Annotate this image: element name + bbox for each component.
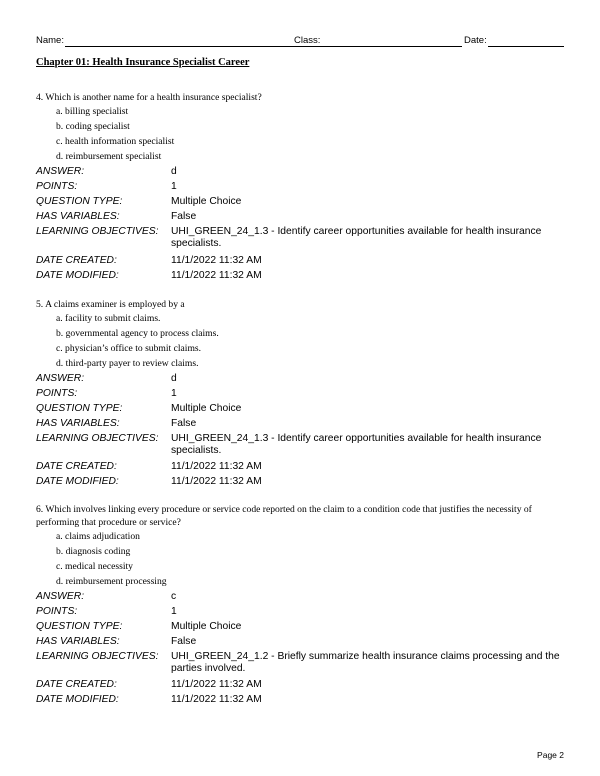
question-type-label: QUESTION TYPE: [36,196,123,207]
has-variables-value: False [171,636,197,647]
date-created-label: DATE CREATED: [36,679,117,690]
answer-value: d [171,373,177,384]
question-type-value: Multiple Choice [171,403,242,414]
answer-option: a. claims adjudication [56,531,140,542]
date-modified-row [36,270,564,286]
answer-option: b. diagnosis coding [56,546,131,557]
answer-value: c [171,591,177,602]
date-modified-value: 11/1/2022 11:32 AM [171,476,262,487]
answer-row [36,373,564,389]
date-modified-row [36,476,564,492]
date-created-label: DATE CREATED: [36,461,117,472]
question-text: 4. Which is another name for a health insurance specialist? [36,92,262,103]
date-modified-label: DATE MODIFIED: [36,270,119,281]
date-created-row [36,461,564,477]
learning-objectives-value: UHI_GREEN_24_1.3 - Identify career opportunities available for health insurance specialists. [171,226,542,249]
learning-objectives-row [36,433,564,456]
points-value: 1 [171,606,177,617]
question-text: 6. Which involves linking every procedure or service code reported on the claim to a condition code that justifies the necessity of performing that procedure or service? [36,504,532,528]
answer-row [36,591,564,607]
class-label: Class: [294,35,321,46]
name-blank-line [65,46,329,47]
has-variables-label: HAS VARIABLES: [36,636,120,647]
answer-option: a. facility to submit claims. [56,313,161,324]
answer-label: ANSWER: [36,166,85,177]
answer-option: c. physician’s office to submit claims. [56,343,202,354]
answer-option: c. health information specialist [56,136,175,147]
has-variables-row [36,418,564,434]
points-row [36,181,564,197]
answer-option: d. reimbursement specialist [56,151,162,162]
answer-option: a. billing specialist [56,106,129,117]
page-number: Page 2 [537,750,564,760]
date-blank-line [488,46,564,47]
points-label: POINTS: [36,181,78,192]
question-type-row [36,621,564,637]
question-type-value: Multiple Choice [171,196,242,207]
points-label: POINTS: [36,606,78,617]
answer-row [36,166,564,182]
learning-objectives-label: LEARNING OBJECTIVES: [36,226,159,237]
answer-label: ANSWER: [36,373,85,384]
points-value: 1 [171,388,177,399]
date-modified-value: 11/1/2022 11:32 AM [171,270,262,281]
date-created-value: 11/1/2022 11:32 AM [171,461,262,472]
date-modified-label: DATE MODIFIED: [36,694,119,705]
question-type-row [36,403,564,419]
has-variables-label: HAS VARIABLES: [36,211,120,222]
has-variables-value: False [171,211,197,222]
question-type-label: QUESTION TYPE: [36,403,123,414]
points-label: POINTS: [36,388,78,399]
has-variables-row [36,636,564,652]
date-modified-value: 11/1/2022 11:32 AM [171,694,262,705]
points-value: 1 [171,181,177,192]
question-text: 5. A claims examiner is employed by a [36,299,185,310]
learning-objectives-row [36,651,564,674]
learning-objectives-value: UHI_GREEN_24_1.2 - Briefly summarize health insurance claims processing and the parties involved. [171,651,560,674]
has-variables-label: HAS VARIABLES: [36,418,120,429]
has-variables-value: False [171,418,197,429]
question-type-row [36,196,564,212]
answer-option: d. third-party payer to review claims. [56,358,199,369]
answer-value: d [171,166,177,177]
chapter-title: Chapter 01: Health Insurance Specialist Career [36,57,250,68]
answer-label: ANSWER: [36,591,85,602]
question-type-value: Multiple Choice [171,621,242,632]
answer-option: b. coding specialist [56,121,130,132]
answer-option: c. medical necessity [56,561,133,572]
learning-objectives-label: LEARNING OBJECTIVES: [36,651,159,662]
name-label: Name: [36,35,64,46]
date-created-value: 11/1/2022 11:32 AM [171,679,262,690]
answer-option: b. governmental agency to process claims. [56,328,219,339]
date-created-label: DATE CREATED: [36,255,117,266]
date-created-value: 11/1/2022 11:32 AM [171,255,262,266]
has-variables-row [36,211,564,227]
answer-option: d. reimbursement processing [56,576,167,587]
learning-objectives-label: LEARNING OBJECTIVES: [36,433,159,444]
student-info-header [36,35,564,49]
class-blank-line [322,46,462,47]
date-modified-row [36,694,564,710]
date-modified-label: DATE MODIFIED: [36,476,119,487]
learning-objectives-value: UHI_GREEN_24_1.3 - Identify career opportunities available for health insurance specialists. [171,433,542,456]
date-created-row [36,679,564,695]
points-row [36,388,564,404]
date-label: Date: [464,35,487,46]
date-created-row [36,255,564,271]
learning-objectives-row [36,226,564,249]
points-row [36,606,564,622]
question-type-label: QUESTION TYPE: [36,621,123,632]
